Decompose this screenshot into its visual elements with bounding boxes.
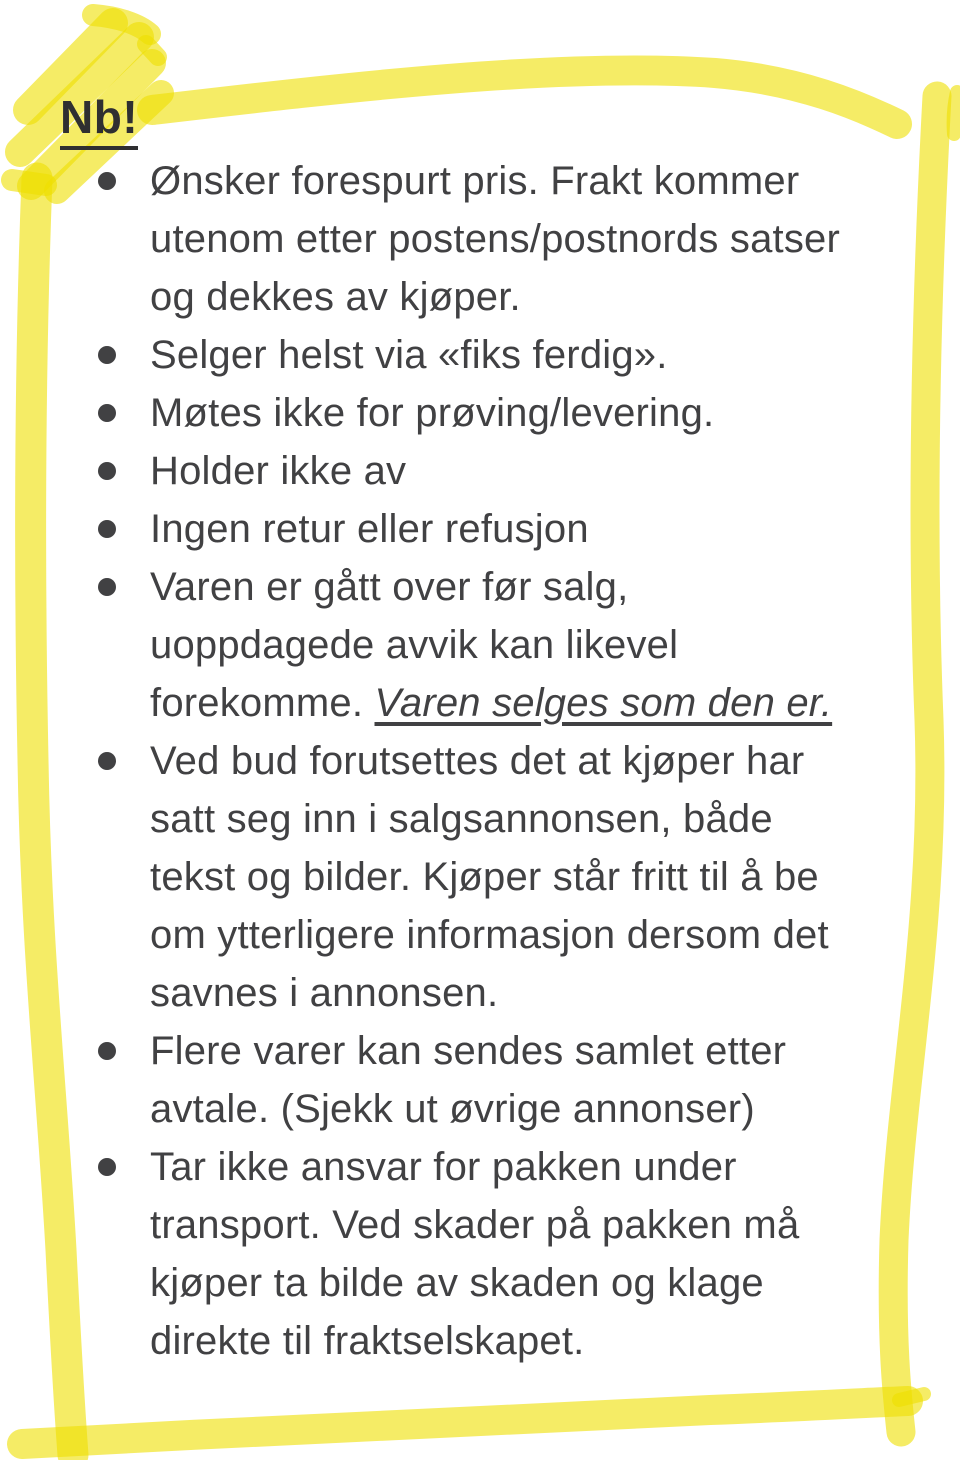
bullet-icon bbox=[98, 520, 116, 538]
list-item bbox=[96, 152, 862, 326]
list-item bbox=[96, 732, 862, 1022]
bullet-icon bbox=[98, 172, 116, 190]
list-item bbox=[96, 500, 862, 558]
list-item-text: Ønsker forespurt pris. Frakt kommer utenom etter postens/postnords satser og dekkes av kjøper. bbox=[150, 159, 840, 319]
list-item-text: Varen er gått over før salg, uoppdagede avvik kan likevel forekomme. Varen selges som den er. bbox=[150, 565, 833, 725]
list-item-text: Selger helst via «fiks ferdig». bbox=[150, 333, 668, 377]
bullet-icon bbox=[98, 462, 116, 480]
bullet-icon bbox=[98, 578, 116, 596]
list-item-text: Møtes ikke for prøving/levering. bbox=[150, 391, 715, 435]
bullet-icon bbox=[98, 404, 116, 422]
terms-list bbox=[96, 152, 862, 1370]
list-item bbox=[96, 558, 862, 732]
bullet-icon bbox=[98, 752, 116, 770]
list-item bbox=[96, 442, 862, 500]
bullet-icon bbox=[98, 346, 116, 364]
list-item bbox=[96, 384, 862, 442]
list-item bbox=[96, 1138, 862, 1370]
list-item-text: Ingen retur eller refusjon bbox=[150, 507, 589, 551]
list-item bbox=[96, 1022, 862, 1138]
list-item-text: Holder ikke av bbox=[150, 449, 407, 493]
list-item bbox=[96, 326, 862, 384]
list-item-text: Ved bud forutsettes det at kjøper har satt seg inn i salgsannonsen, både tekst og bilder. Kjøper står fritt til å be om ytterligere informasjon dersom det savnes i annonsen. bbox=[150, 739, 829, 1015]
bullet-icon bbox=[98, 1042, 116, 1060]
bullet-icon bbox=[98, 1158, 116, 1176]
list-item-text: Flere varer kan sendes samlet etter avtale. (Sjekk ut øvrige annonser) bbox=[150, 1029, 787, 1131]
list-item-text: Tar ikke ansvar for pakken under transport. Ved skader på pakken må kjøper ta bilde av skaden og klage direkte til fraktselskapet. bbox=[150, 1145, 800, 1363]
page-title: Nb! bbox=[60, 92, 138, 150]
